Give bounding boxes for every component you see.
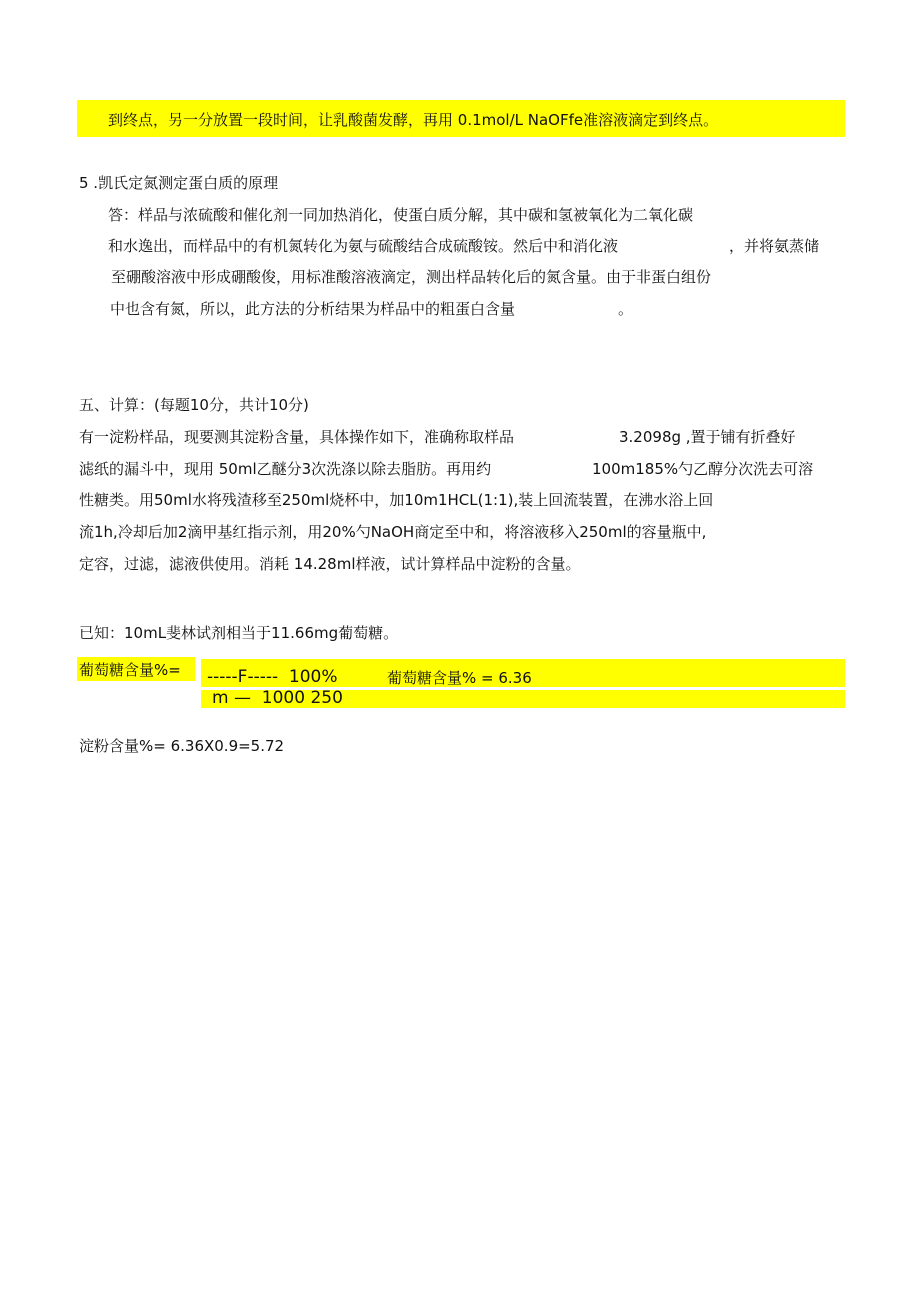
known-condition: 已知：10mL斐林试剂相当于11.66mg葡萄糖。: [79, 624, 399, 642]
calc-p5: 定容，过滤，滤液供使用。消耗 14.28ml样液，试计算样品中淀粉的含量。: [79, 555, 581, 573]
starch-result: 淀粉含量%= 6.36X0.9=5.72: [79, 737, 285, 755]
section5-heading: 5 .凯氏定氮测定蛋白质的原理: [79, 174, 279, 192]
section5-line3: 至硼酸溶液中形成硼酸俊，用标准酸溶液滴定，测出样品转化后的氮含量。由于非蛋白组份: [111, 268, 712, 286]
formula-line2: m — 1000 250: [212, 688, 343, 708]
calc-heading: 五、计算：(每题10分，共计10分): [79, 396, 309, 414]
section5-line4a: 中也含有氮，所以，此方法的分析结果为样品中的粗蛋白含量: [110, 300, 516, 318]
calc-p1b: 3.2098g ,置于铺有折叠好: [619, 428, 796, 446]
calc-p3: 性糖类。用50ml水将残渣移至250ml烧杯中，加10m1HCL(1:1),装上回流装置，在沸水浴上回: [79, 491, 714, 509]
section5-line2b: ，并将氨蒸储: [729, 237, 820, 255]
section5-line1: 答：样品与浓硫酸和催化剂一同加热消化，使蛋白质分解，其中碳和氢被氧化为二氧化碳: [108, 206, 694, 224]
calc-p2a: 滤纸的漏斗中，现用 50ml乙醚分3次洗涤以除去脂肪。再用约: [79, 460, 492, 478]
section5-line2a: 和水逸出，而样品中的有机氮转化为氨与硫酸结合成硫酸铵。然后中和消化液: [108, 237, 619, 255]
calc-p4: 流1h,冷却后加2滴甲基红指示剂，用20%勺NaOH商定至中和，将溶液移入250ml的容量瓶中,: [79, 523, 707, 541]
section5-line4b: 。: [618, 300, 634, 318]
calc-p2b: 100m185%勺乙醇分次洗去可溶: [592, 460, 814, 478]
formula-line1a: -----F----- 100%: [207, 667, 338, 687]
calc-p1a: 有一淀粉样品，现要测其淀粉含量，具体操作如下，准确称取样品: [79, 428, 515, 446]
formula-line1b: 葡萄糖含量% = 6.36: [387, 669, 532, 687]
highlight-text-top: 到终点，另一分放置一段时间，让乳酸菌发酵，再用 0.1mol/L NaOFfe准溶液滴定到终点。: [108, 111, 719, 129]
glucose-label: 葡萄糖含量%=: [79, 661, 181, 679]
